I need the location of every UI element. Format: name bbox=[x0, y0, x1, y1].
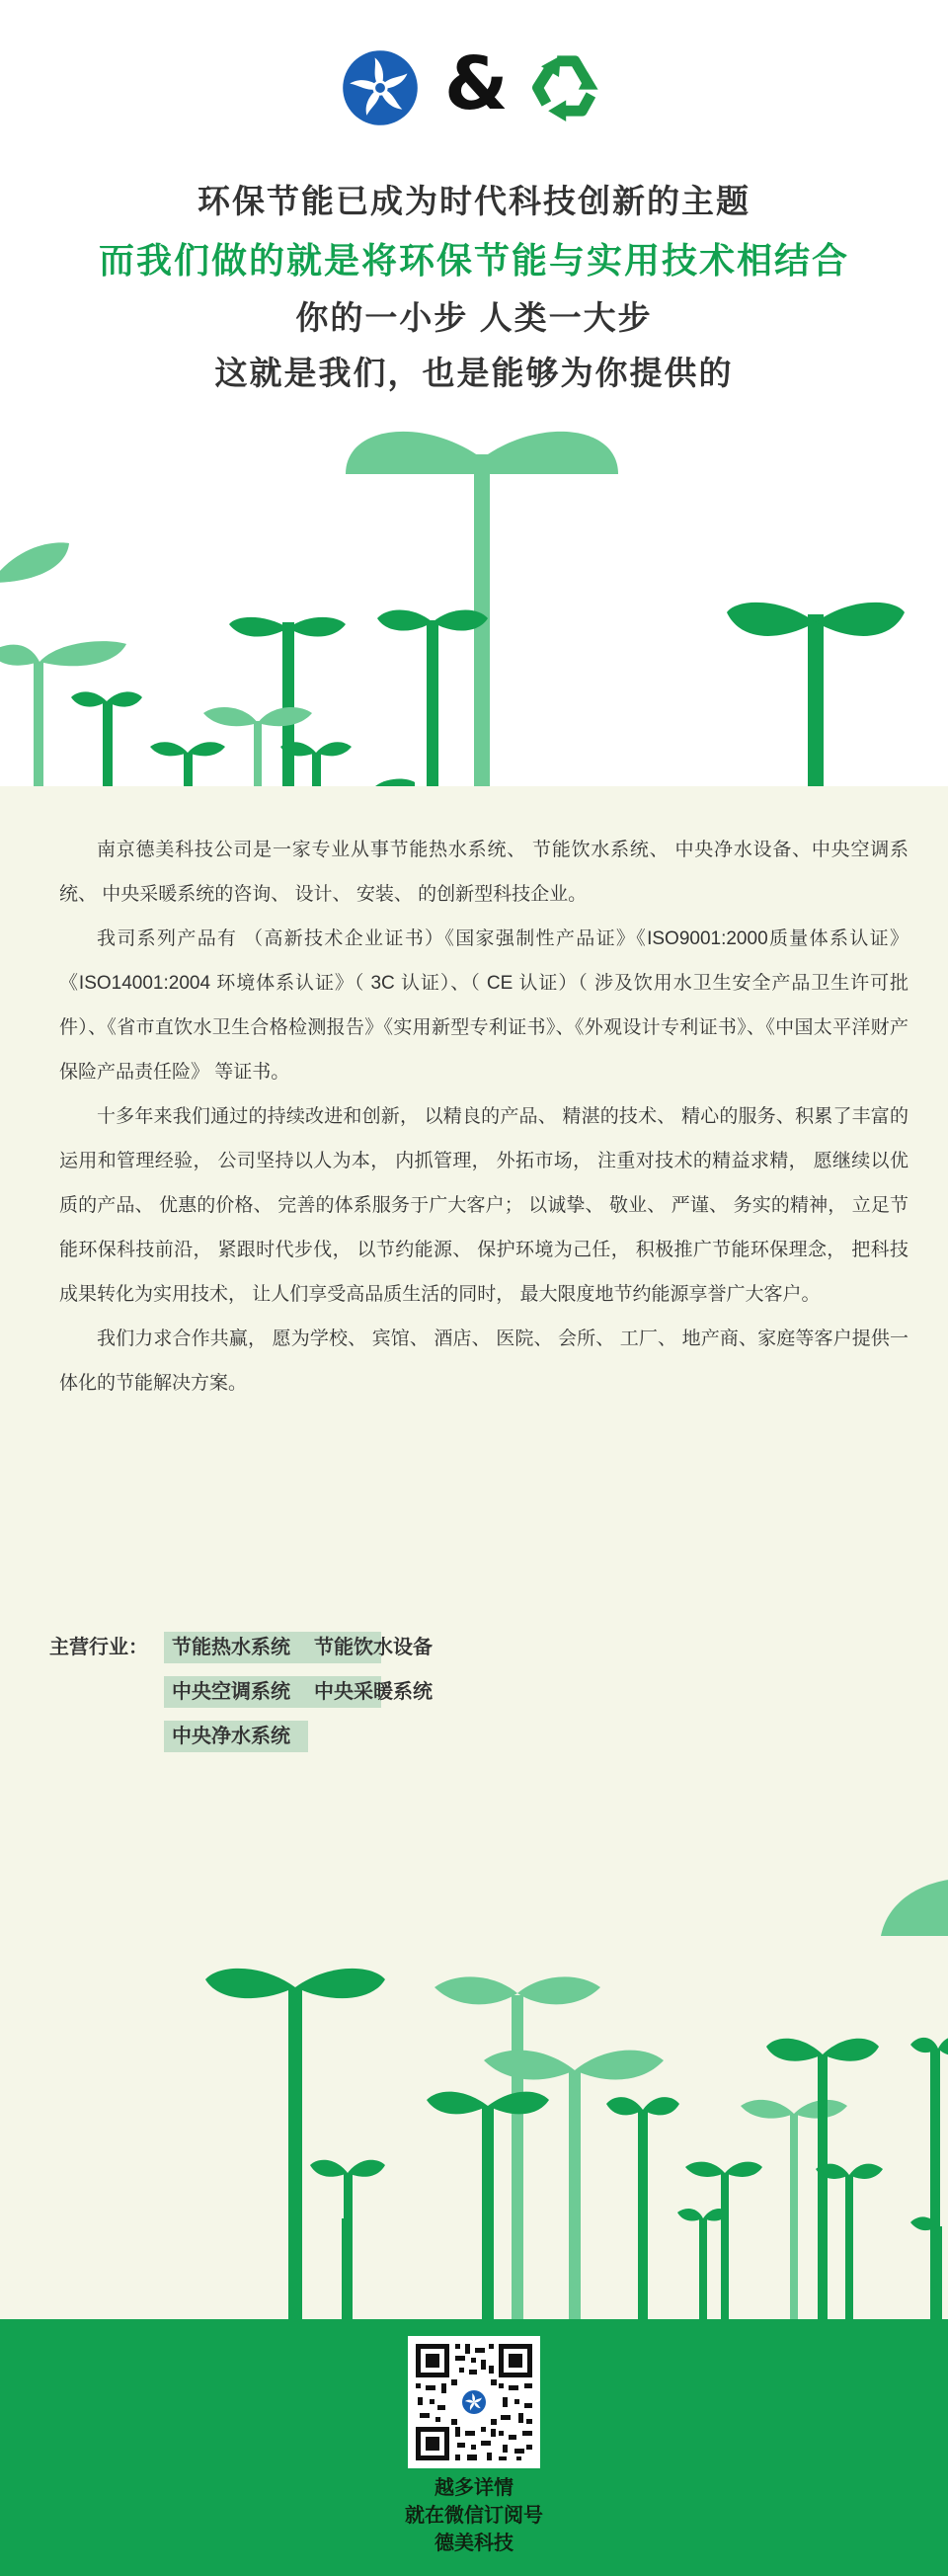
wechat-qr-code-icon[interactable] bbox=[408, 2336, 540, 2468]
industry-item: 中央空调系统 bbox=[172, 1681, 290, 1703]
industry-item: 中央净水系统 bbox=[172, 1726, 290, 1747]
intro-paragraph-3: 十多年来我们通过的持续改进和创新， 以精良的产品、 精湛的技术、 精心的服务、积累了丰富的运用和管理经验， 公司坚持以人为本， 内抓管理， 外拓市场， 注重对技术的精益求精， 愿继续以优质的产品、 优惠的价格、 完善的体系服务于广大客户； 以诚挚、 敬业、 严谨、 务实的精神， 立足节能环保科技前沿， 紧跟时代步伐， 以节约能源、 保护环境为己任， 积极推广节能环保理念， 把科技成果转化为实用技术， 让人们享受高品质生活的同时， 最大限度地节约能源享誉广大客户。 bbox=[59, 1106, 908, 1305]
slogan-line-1: 环保节能已成为时代科技创新的主题 bbox=[198, 183, 750, 219]
header-section bbox=[0, 0, 948, 786]
industry-tag-row-1 bbox=[164, 1632, 433, 1663]
intro-paragraph-1: 南京德美科技公司是一家专业从事节能热水系统、 节能饮水系统、 中央净水设备、中央空调系统、 中央采暖系统的咨询、 设计、 安装、 的创新型科技企业。 bbox=[59, 840, 908, 905]
intro-paragraph-4: 我们力求合作共赢， 愿为学校、 宾馆、 酒店、 医院、 会所、 工厂、 地产商、家庭等客户提供一体化的节能解决方案。 bbox=[59, 1328, 908, 1394]
industry-tag-row-2 bbox=[164, 1676, 433, 1708]
footer-caption bbox=[0, 2474, 948, 2557]
industry-tag-row-3 bbox=[164, 1721, 308, 1752]
company-introduction bbox=[59, 828, 908, 1406]
logo-row bbox=[0, 40, 948, 128]
slogan-line-3: 你的一小步 人类一大步 bbox=[295, 299, 653, 336]
industry-item: 节能饮水设备 bbox=[314, 1637, 433, 1658]
footer-section bbox=[0, 2319, 948, 2576]
footer-line-1: 越多详情 bbox=[434, 2477, 514, 2499]
sprout-illustration-top bbox=[0, 395, 948, 786]
slogan-line-4: 这就是我们，也是能够为你提供的 bbox=[214, 355, 734, 391]
industry-item: 节能热水系统 bbox=[172, 1637, 290, 1658]
industry-item: 中央采暖系统 bbox=[314, 1681, 433, 1703]
footer-line-3: 德美科技 bbox=[434, 2533, 514, 2554]
pinwheel-logo-icon bbox=[336, 43, 425, 132]
company-info-section bbox=[0, 786, 948, 2319]
intro-paragraph-2: 我司系列产品有 （高新技术企业证书）《国家强制性产品证》《ISO9001:2000质量体系认证》《ISO14001:2004 环境体系认证》（ 3C 认证）、（ CE 认证）（ 涉及饮用水卫生安全产品卫生许可批件）、《省市直饮水卫生合格检测报告》《实用新型专利证书》、《外观设计专利证书》、《中国太平洋财产保险产品责任险》 等证书。 bbox=[59, 928, 908, 1083]
sprout-illustration-bottom bbox=[0, 1877, 948, 2319]
footer-line-2: 就在微信订阅号 bbox=[405, 2505, 543, 2527]
recycle-logo-icon bbox=[523, 41, 612, 130]
industry-label: 主营行业： bbox=[49, 1637, 148, 1658]
ampersand: & bbox=[444, 41, 509, 126]
slogan-line-2: 而我们做的就是将环保节能与实用技术相结合 bbox=[98, 240, 849, 281]
main-industries bbox=[49, 1632, 642, 1770]
